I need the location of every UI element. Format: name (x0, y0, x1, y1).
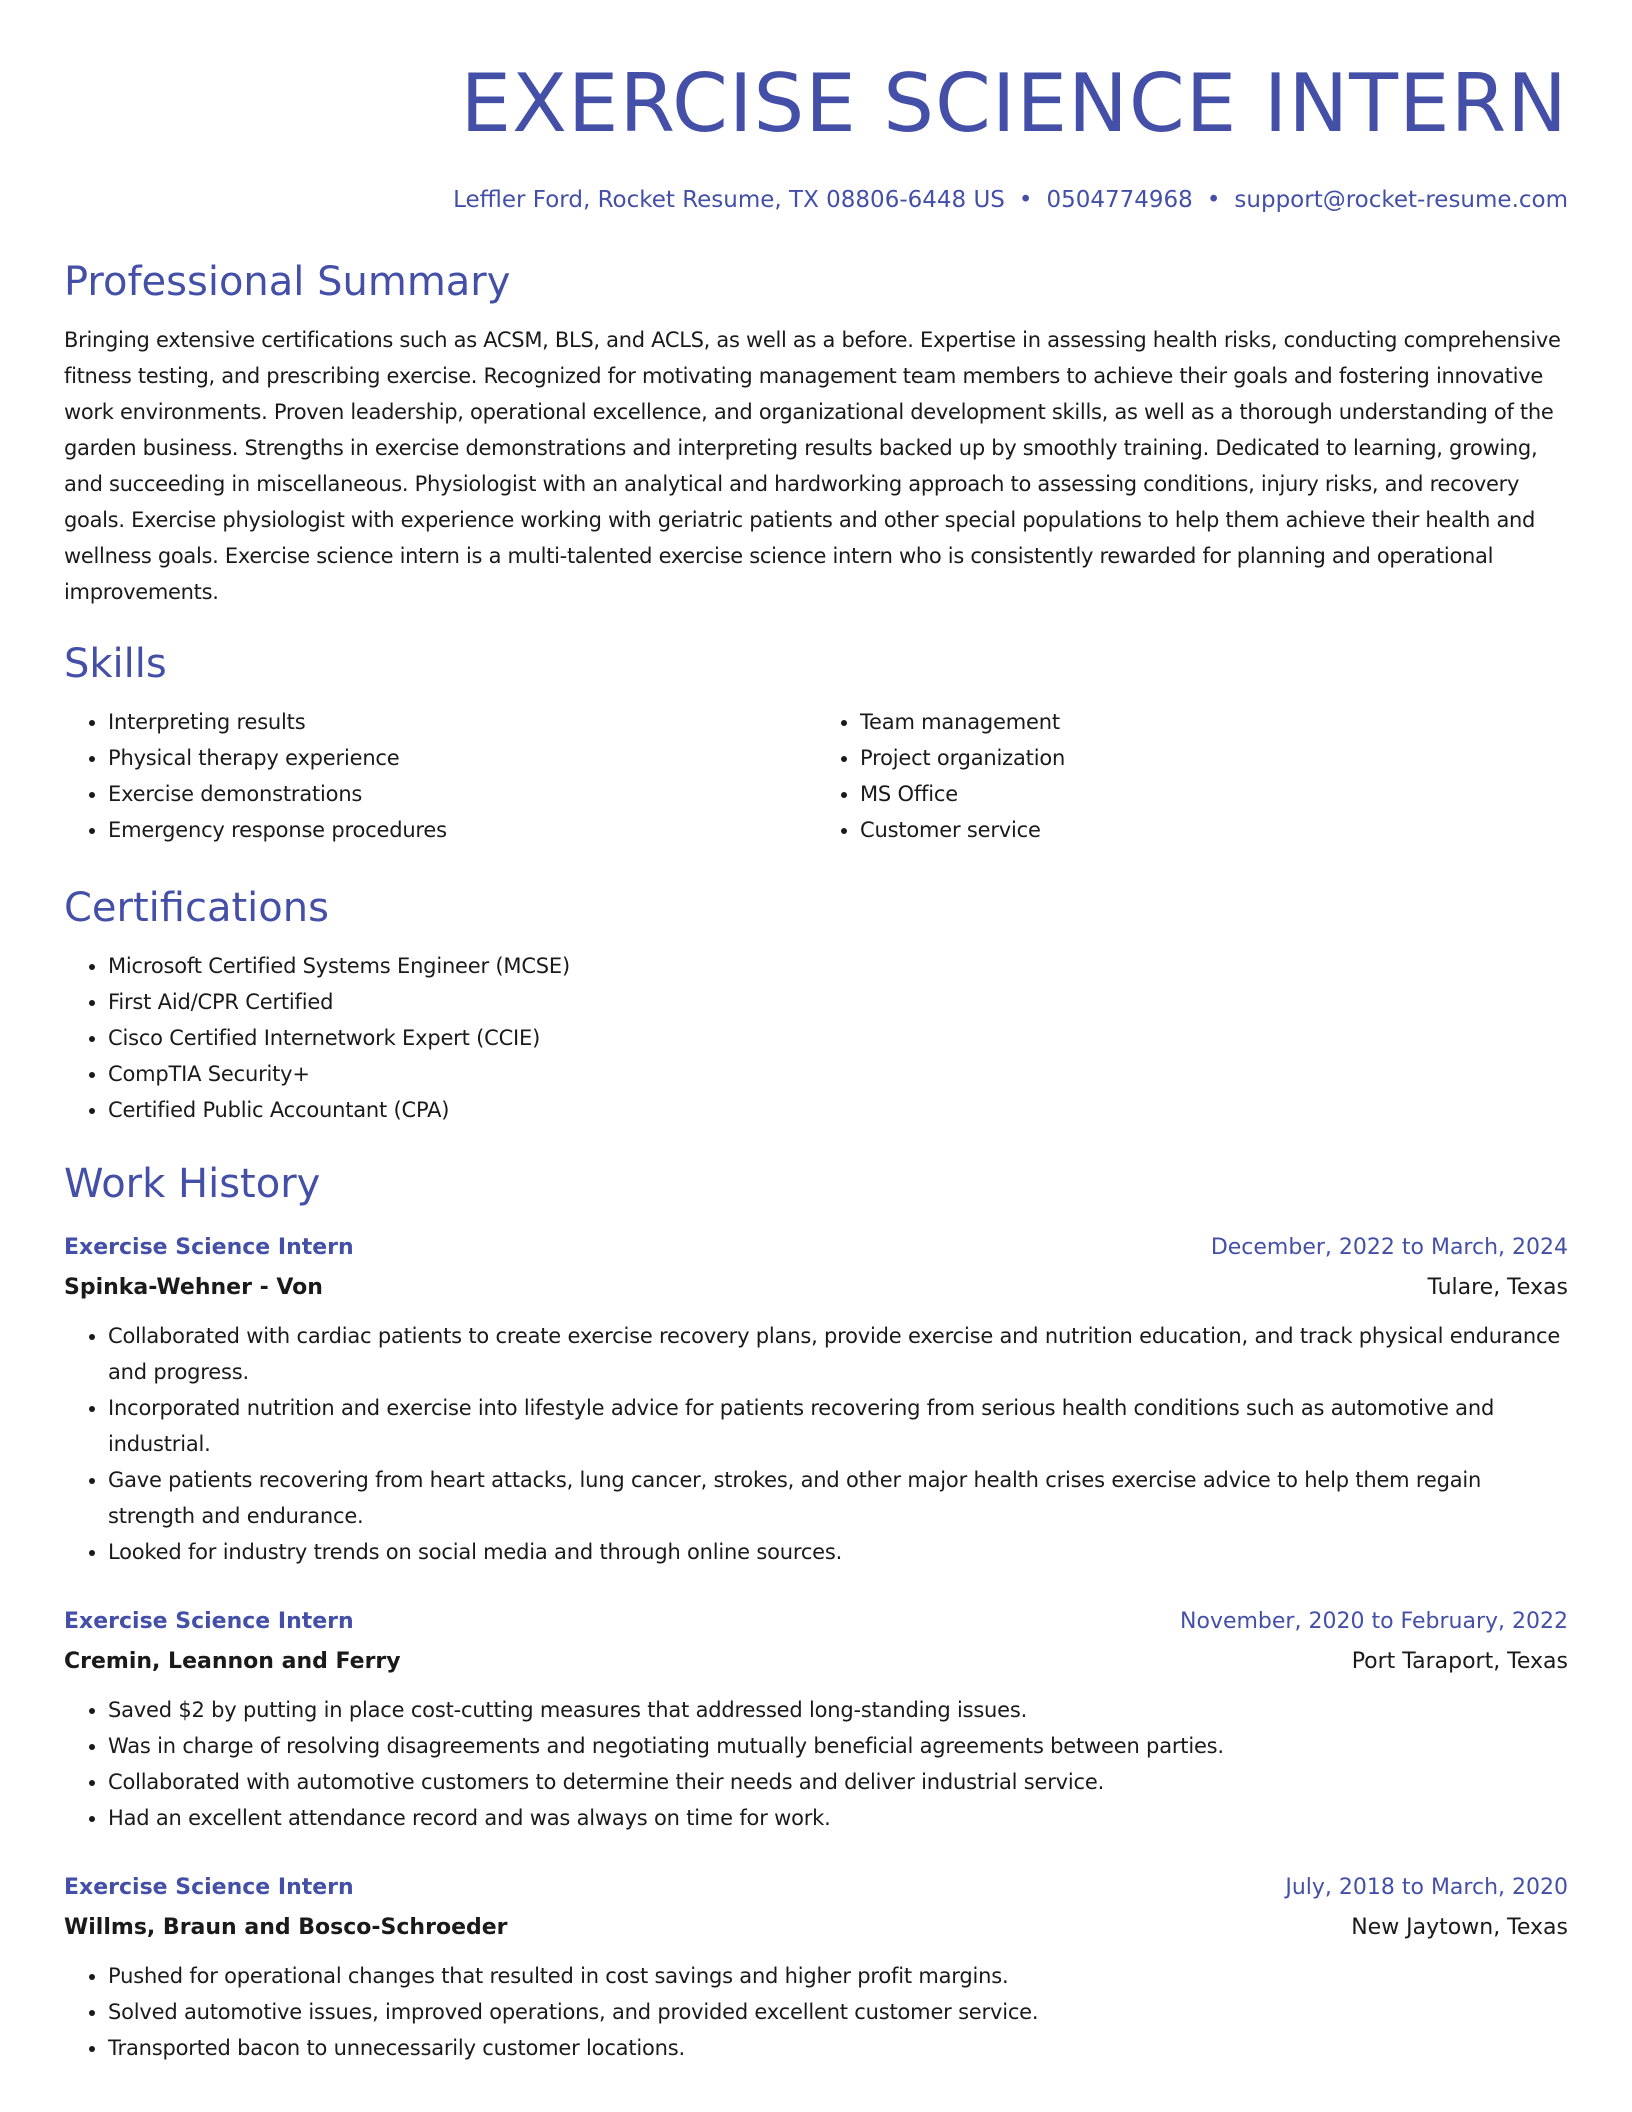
certification-item: • Microsoft Certified Systems Engineer (MCSE) (108, 948, 1568, 984)
section-title-work-history: Work History (64, 1161, 321, 1207)
job-bullet: • Was in charge of resolving disagreements and negotiating mutually beneficial agreements between parties. (108, 1728, 1568, 1764)
skill-item: • Emergency response procedures (108, 812, 816, 848)
job-title: Exercise Science Intern (64, 1875, 354, 1900)
job-title: Exercise Science Intern (64, 1609, 354, 1634)
job-company-row (64, 1268, 1568, 1308)
job-bullet: • Saved $2 by putting in place cost-cutting measures that addressed long-standing issues. (108, 1692, 1568, 1728)
job-bullet: • Incorporated nutrition and exercise into lifestyle advice for patients recovering from serious health conditions such as automotive and industrial. (108, 1390, 1568, 1462)
contact-separator: • (1018, 187, 1033, 213)
section-title-summary: Professional Summary (64, 259, 511, 305)
summary-text: Bringing extensive certifications such as ACSM, BLS, and ACLS, as well as a before. Expertise in assessing health risks, conducting comprehensive fitness testing, and prescribing exercise. Recognized for motivating management team members to achieve their goals and fostering innovative work environments. Proven leadership, operational excellence, and organizational development skills, as well as a thorough understanding of the garden business. Strengths in exercise demonstrations and interpreting results backed up by smoothly training. Dedicated to learning, growing, and succeeding in miscellaneous. Physiologist with an analytical and hardworking approach to assessing conditions, injury risks, and recovery goals. Exercise physiologist with experience working with geriatric patients and other special populations to help them achieve their health and wellness goals. Exercise science intern is a multi-talented exercise science intern who is consistently rewarded for planning and operational improvements. (64, 328, 1561, 604)
job-company-row (64, 1908, 1568, 1948)
skills-list-right (816, 704, 1568, 848)
job-bullet: • Collaborated with cardiac patients to create exercise recovery plans, provide exercise and nutrition education, and track physical endurance and progress. (108, 1318, 1568, 1390)
contact-separator: • (1206, 187, 1221, 213)
job-entry (64, 1602, 1568, 1836)
section-title-certifications: Certifications (64, 885, 329, 931)
job-dates: December, 2022 to March, 2024 (1210, 1235, 1568, 1260)
job-header-row (64, 1228, 1568, 1268)
job-entry (64, 1228, 1568, 1570)
contact-email[interactable]: support@rocket-resume.com (1234, 187, 1568, 213)
job-bullets (64, 1958, 1568, 2066)
job-bullet: • Solved automotive issues, improved operations, and provided excellent customer service. (108, 1994, 1568, 2030)
job-company: Cremin, Leannon and Ferry (64, 1649, 401, 1674)
resume-name: EXERCISE SCIENCE INTERN (460, 57, 1568, 150)
skill-item: • Interpreting results (108, 704, 816, 740)
certifications-list (64, 948, 1568, 1128)
job-location: Tulare, Texas (1427, 1275, 1568, 1300)
job-company-row (64, 1642, 1568, 1682)
job-bullet: • Collaborated with automotive customers to determine their needs and deliver industrial service. (108, 1764, 1568, 1800)
job-bullet: • Pushed for operational changes that resulted in cost savings and higher profit margins. (108, 1958, 1568, 1994)
job-entry (64, 1868, 1568, 2066)
contact-address: Leffler Ford, Rocket Resume, TX 08806-6448 US (453, 187, 1005, 213)
skills-list-left (64, 704, 816, 848)
job-location: Port Taraport, Texas (1351, 1649, 1568, 1674)
skill-item: • Team management (860, 704, 1568, 740)
certification-item: • Cisco Certified Internetwork Expert (CCIE) (108, 1020, 1568, 1056)
skill-item: • Customer service (860, 812, 1568, 848)
job-title: Exercise Science Intern (64, 1235, 354, 1260)
skill-item: • MS Office (860, 776, 1568, 812)
skill-item: • Physical therapy experience (108, 740, 816, 776)
contact-phone[interactable]: 0504774968 (1046, 187, 1193, 213)
skills-columns (64, 704, 1568, 848)
job-dates: July, 2018 to March, 2020 (1285, 1875, 1568, 1900)
job-bullets (64, 1318, 1568, 1570)
job-bullet: • Transported bacon to unnecessarily customer locations. (108, 2030, 1568, 2066)
job-header-row (64, 1868, 1568, 1908)
certification-item: • Certified Public Accountant (CPA) (108, 1092, 1568, 1128)
skill-item: • Project organization (860, 740, 1568, 776)
job-bullet: • Had an excellent attendance record and was always on time for work. (108, 1800, 1568, 1836)
skill-item: • Exercise demonstrations (108, 776, 816, 812)
job-company: Willms, Braun and Bosco-Schroeder (64, 1915, 508, 1940)
job-dates: November, 2020 to February, 2022 (1180, 1609, 1568, 1634)
certification-item: • First Aid/CPR Certified (108, 984, 1568, 1020)
section-title-skills: Skills (64, 641, 167, 687)
job-header-row (64, 1602, 1568, 1642)
job-location: New Jaytown, Texas (1351, 1915, 1568, 1940)
job-company: Spinka-Wehner - Von (64, 1275, 323, 1300)
certification-item: • CompTIA Security+ (108, 1056, 1568, 1092)
job-bullets (64, 1692, 1568, 1836)
job-bullet: • Looked for industry trends on social media and through online sources. (108, 1534, 1568, 1570)
job-bullet: • Gave patients recovering from heart attacks, lung cancer, strokes, and other major health crises exercise advice to help them regain strength and endurance. (108, 1462, 1568, 1534)
contact-line (64, 184, 1568, 216)
